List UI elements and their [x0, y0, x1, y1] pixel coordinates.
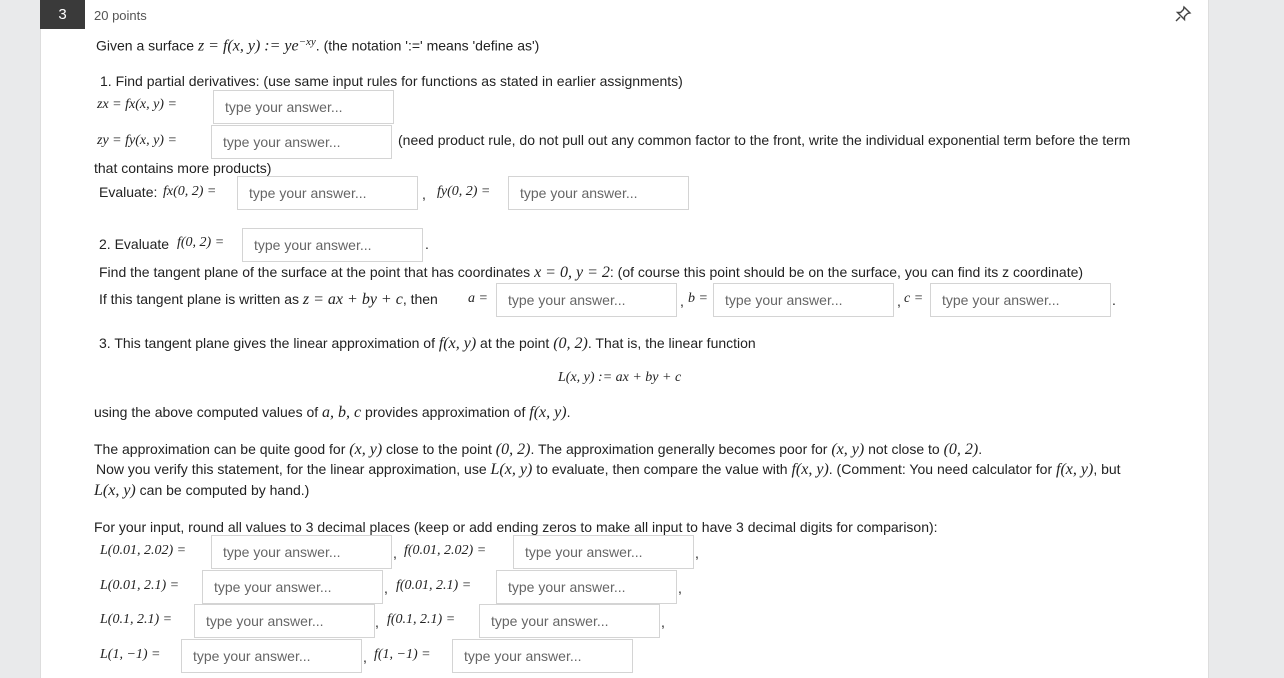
intro-text: Given a surface	[96, 37, 195, 54]
f-row-answer-input[interactable]	[513, 535, 694, 569]
f-row-placeholder: type your answer...	[491, 613, 609, 629]
f02-label: f(0, 2) =	[177, 235, 225, 250]
plane-then: , then	[402, 291, 438, 307]
approx-text: The approximation can be quite good for	[94, 441, 346, 457]
c-label: c =	[904, 291, 924, 306]
plane-line	[99, 291, 438, 309]
L-row-label: L(0.1, 2.1) =	[100, 612, 173, 627]
zx-placeholder: type your answer...	[225, 99, 343, 115]
question-points: 20 points	[94, 8, 147, 23]
a-placeholder: type your answer...	[508, 292, 626, 308]
comma: ,	[661, 614, 665, 630]
a-label: a =	[468, 291, 488, 306]
f-row-label: f(0.01, 2.02) =	[404, 543, 487, 558]
f02-answer-input[interactable]	[242, 228, 423, 262]
b-label: b =	[688, 291, 708, 306]
zy-label: zy = fy(x, y) =	[97, 133, 177, 148]
verify-fxy: f(x, y)	[791, 461, 829, 478]
evaluate-label: Evaluate:	[99, 184, 158, 200]
f-row-answer-input[interactable]	[496, 570, 677, 604]
f-row-answer-input[interactable]	[479, 604, 660, 638]
question-number: 3	[40, 0, 85, 29]
intro-formula: z = f(x, y) := ye	[197, 37, 299, 55]
plane-text: If this tangent plane is written as	[99, 291, 299, 307]
comma: ,	[695, 545, 699, 561]
zy-placeholder: type your answer...	[223, 134, 341, 150]
comma: ,	[680, 293, 684, 309]
verify-Lxy: L(x, y)	[490, 461, 533, 478]
comma: ,	[363, 649, 367, 665]
using-abc: a, b, c	[322, 404, 362, 421]
approx-text-4: not close to	[868, 441, 940, 457]
approx-line	[94, 441, 982, 459]
zx-label: zx = fx(x, y) =	[97, 97, 177, 112]
L-row-answer-input[interactable]	[181, 639, 362, 673]
verify-text-4: , but	[1093, 461, 1121, 477]
verify-text-5: can be computed by hand.)	[139, 482, 310, 498]
plane-equation: z = ax + by + c	[302, 291, 403, 308]
L-row-placeholder: type your answer...	[206, 613, 324, 629]
period: .	[425, 236, 429, 252]
f-row-placeholder: type your answer...	[464, 648, 582, 664]
verify-text-3: . (Comment: You need calculator for	[828, 461, 1053, 477]
L-row-label: L(0.01, 2.02) =	[100, 543, 187, 558]
part3-point: (0, 2)	[553, 335, 588, 352]
L-row-label: L(0.01, 2.1) =	[100, 578, 180, 593]
part3-fxy: f(x, y)	[438, 335, 477, 352]
tangent-text: Find the tangent plane of the surface at the point that has coordinates	[99, 264, 531, 280]
using-fxy: f(x, y)	[529, 404, 567, 421]
L-row-label: L(1, −1) =	[100, 647, 161, 662]
L-row-placeholder: type your answer...	[223, 544, 341, 560]
f-row-placeholder: type your answer...	[525, 544, 643, 560]
approx-xy-2: (x, y)	[831, 441, 865, 458]
L-row-placeholder: type your answer...	[214, 579, 332, 595]
using-text: using the above computed values of	[94, 404, 319, 420]
fy02-label: fy(0, 2) =	[437, 184, 491, 199]
part1-heading: 1. Find partial derivatives: (use same input rules for functions as stated in earlier assignments)	[100, 73, 683, 89]
zy-note-line1: (need product rule, do not pull out any common factor to the front, write the individual exponential term before the term	[398, 132, 1131, 148]
tangent-coords: x = 0, y = 2	[534, 264, 610, 281]
approx-point: (0, 2)	[495, 441, 531, 458]
round-note: For your input, round all values to 3 decimal places (keep or add ending zeros to make all input to have 3 decimal digits for comparison):	[94, 519, 938, 535]
intro-exponent: −xy	[298, 36, 316, 48]
approx-xy: (x, y)	[349, 441, 383, 458]
fx02-placeholder: type your answer...	[249, 185, 367, 201]
L-row-answer-input[interactable]	[202, 570, 383, 604]
fx02-answer-input[interactable]	[237, 176, 418, 210]
verify-Lxy-2: L(x, y)	[94, 482, 136, 499]
comma: ,	[375, 614, 379, 630]
tangent-text-2: : (of course this point should be on the surface, you can find its z coordinate)	[609, 264, 1084, 280]
using-text-2: provides approximation of	[365, 404, 526, 420]
period: .	[566, 404, 571, 420]
b-placeholder: type your answer...	[725, 292, 843, 308]
approx-text-3: . The approximation generally becomes poor for	[530, 441, 828, 457]
part3-line	[99, 335, 756, 353]
intro-line	[96, 36, 539, 56]
b-answer-input[interactable]	[713, 283, 894, 317]
using-line	[94, 404, 570, 422]
verify-fxy-2: f(x, y)	[1056, 461, 1094, 478]
verify-line	[96, 461, 1121, 479]
part3-at: at the point	[480, 335, 550, 351]
comma: ,	[678, 580, 682, 596]
verify-line-2	[94, 482, 309, 500]
linear-function-def: L(x, y) := ax + by + c	[558, 370, 682, 385]
L-row-answer-input[interactable]	[194, 604, 375, 638]
part2-evaluate: 2. Evaluate	[99, 236, 170, 252]
tangent-line	[99, 264, 1083, 282]
f-row-placeholder: type your answer...	[508, 579, 626, 595]
part3-linear: . That is, the linear function	[587, 335, 756, 351]
intro-note: . (the notation ':=' means 'define as')	[315, 37, 540, 54]
verify-text: Now you verify this statement, for the linear approximation, use	[96, 461, 487, 477]
fy02-placeholder: type your answer...	[520, 185, 638, 201]
zy-note-line2: that contains more products)	[94, 160, 272, 176]
a-answer-input[interactable]	[496, 283, 677, 317]
fy02-answer-input[interactable]	[508, 176, 689, 210]
comma: ,	[393, 545, 397, 561]
pin-icon[interactable]	[1174, 5, 1192, 23]
f-row-answer-input[interactable]	[452, 639, 633, 673]
approx-point-2: (0, 2)	[943, 441, 979, 458]
f02-placeholder: type your answer...	[254, 237, 372, 253]
f-row-label: f(0.01, 2.1) =	[396, 578, 472, 593]
zy-answer-input[interactable]	[211, 125, 392, 159]
c-placeholder: type your answer...	[942, 292, 1060, 308]
zx-answer-input[interactable]	[213, 90, 394, 124]
period: .	[978, 441, 983, 457]
comma: ,	[422, 186, 426, 202]
L-row-placeholder: type your answer...	[193, 648, 311, 664]
verify-text-2: to evaluate, then compare the value with	[536, 461, 788, 477]
period: .	[1112, 292, 1116, 308]
approx-text-2: close to the point	[386, 441, 492, 457]
fx02-label: fx(0, 2) =	[163, 184, 217, 199]
f-row-label: f(1, −1) =	[374, 647, 431, 662]
f-row-label: f(0.1, 2.1) =	[387, 612, 456, 627]
L-row-answer-input[interactable]	[211, 535, 392, 569]
c-answer-input[interactable]	[930, 283, 1111, 317]
comma: ,	[897, 293, 901, 309]
comma: ,	[384, 580, 388, 596]
part3-text: 3. This tangent plane gives the linear approximation of	[99, 335, 435, 351]
